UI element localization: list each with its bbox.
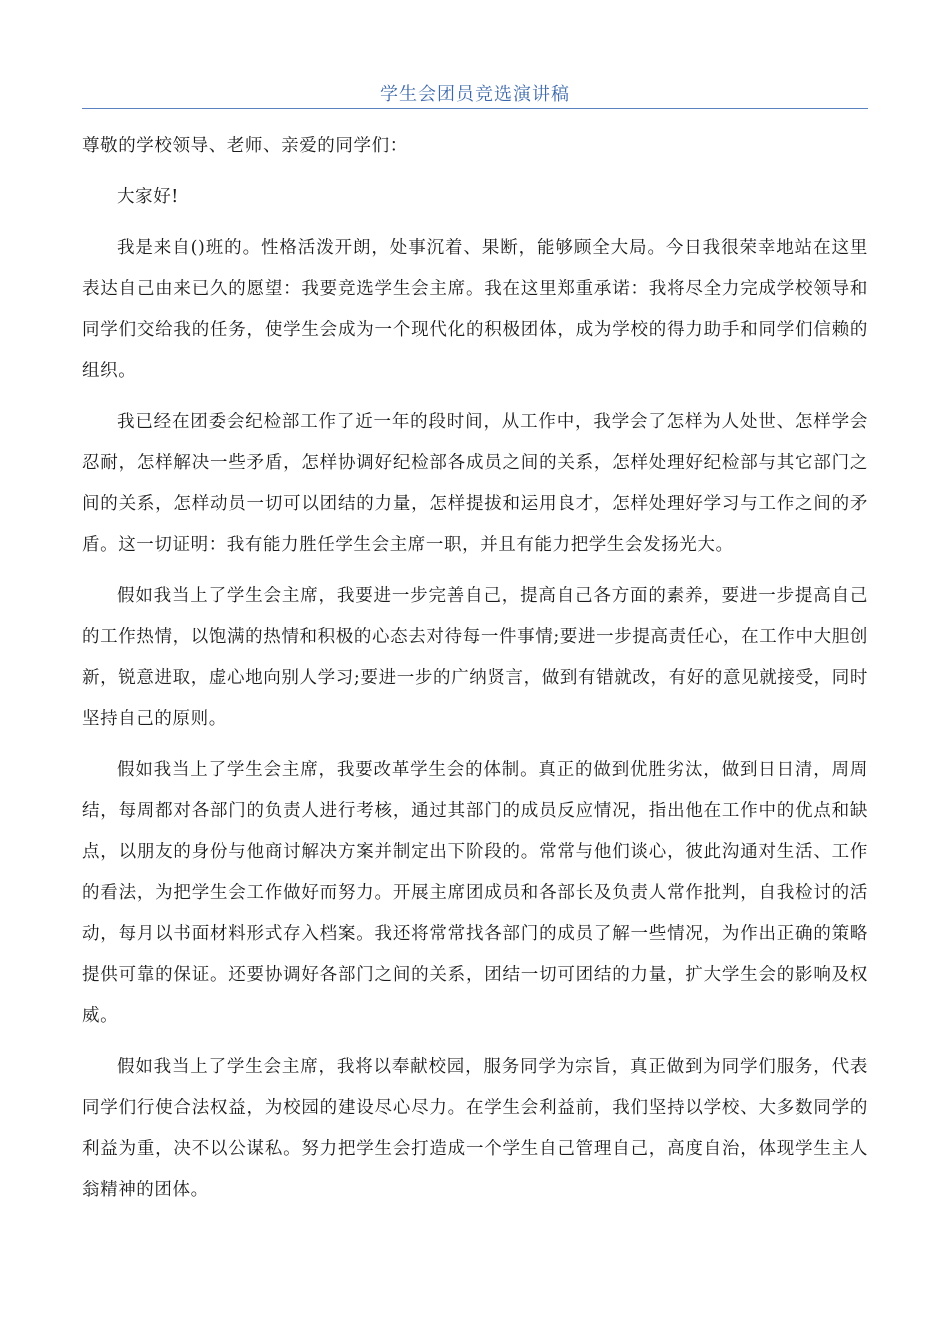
header-divider: [82, 108, 868, 109]
paragraph: 假如我当上了学生会主席，我要进一步完善自己，提高自己各方面的素养，要进一步提高自己的工作热情，以饱满的热情和积极的心态去对待每一件事情;要进一步提高责任心，在工作中大胆创新，锐意进取，虚心地向别人学习;要进一步的广纳贤言，做到有错就改，有好的意见就接受，同时坚持自己的原则。: [82, 586, 868, 729]
salutation: 尊敬的学校领导、老师、亲爱的同学们：: [82, 136, 408, 156]
paragraph: 我已经在团委会纪检部工作了近一年的段时间，从工作中，我学会了怎样为人处世、怎样学会忍耐，怎样解决一些矛盾，怎样协调好纪检部各成员之间的关系，怎样处理好纪检部与其它部门之间的关系，怎样动员一切可以团结的力量，怎样提拔和运用良才，怎样处理好学习与工作之间的矛盾。这一切证明：我有能力胜任学生会主席一职，并且有能力把学生会发扬光大。: [82, 412, 868, 555]
paragraph: 假如我当上了学生会主席，我要改革学生会的体制。真正的做到优胜劣汰，做到日日清，周周结，每周都对各部门的负责人进行考核，通过其部门的成员反应情况，指出他在工作中的优点和缺点，以朋友的身份与他商讨解决方案并制定出下阶段的。常常与他们谈心，彼此沟通对生活、工作的看法，为把学生会工作做好而努力。开展主席团成员和各部长及负责人常作批判，自我检讨的活动，每月以书面材料形式存入档案。我还将常常找各部门的成员了解一些情况，为作出正确的策略提供可靠的保证。还要协调好各部门之间的关系，团结一切可团结的力量，扩大学生会的影响及权威。: [82, 760, 868, 1026]
document-header-title: 学生会团员竞选演讲稿: [380, 84, 570, 105]
paragraph: 假如我当上了学生会主席，我将以奉献校园，服务同学为宗旨，真正做到为同学们服务，代表同学们行使合法权益，为校园的建设尽心尽力。在学生会利益前，我们坚持以学校、大多数同学的利益为重，决不以公谋私。努力把学生会打造成一个学生自己管理自己，高度自治，体现学生主人翁精神的团体。: [82, 1057, 868, 1200]
greeting: 大家好!: [117, 187, 179, 207]
document-body: [82, 126, 868, 1221]
paragraph: 我是来自()班的。性格活泼开朗，处事沉着、果断，能够顾全大局。今日我很荣幸地站在这里表达自己由来已久的愿望：我要竞选学生会主席。我在这里郑重承诺：我将尽全力完成学校领导和同学们交给我的任务，使学生会成为一个现代化的积极团体，成为学校的得力助手和同学们信赖的组织。: [82, 238, 868, 381]
